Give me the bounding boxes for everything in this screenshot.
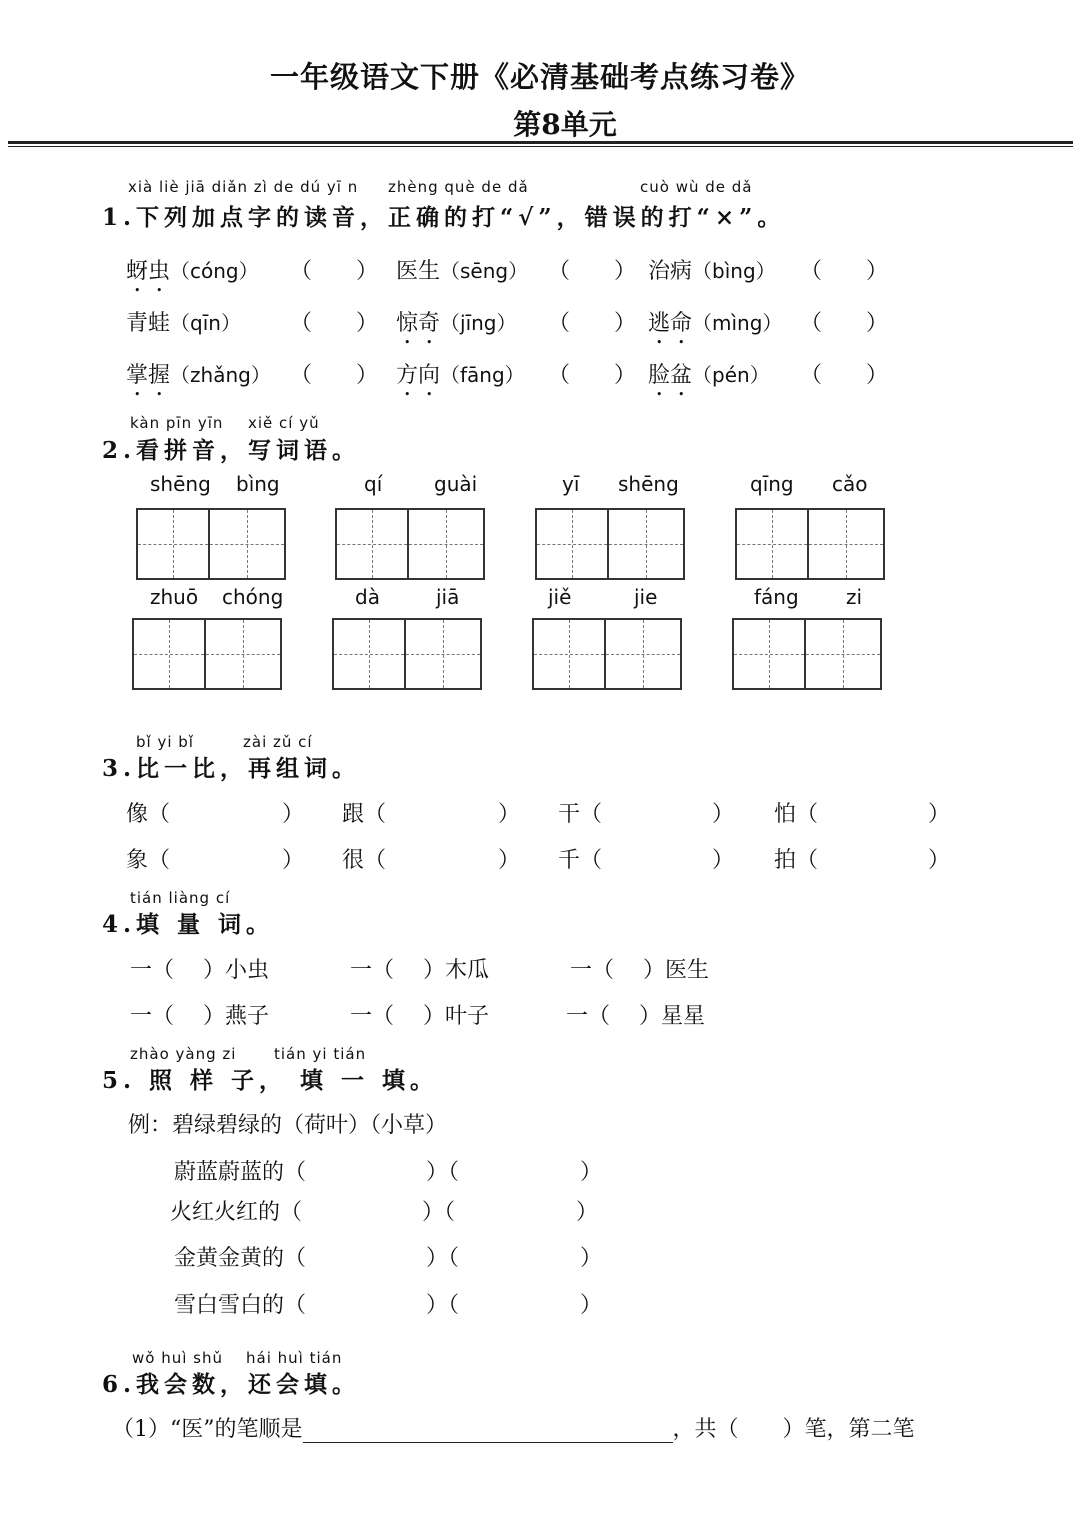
q3-pinyin-a: bǐ yi bǐ (136, 733, 194, 751)
q2-syllable: dà (355, 585, 380, 609)
q2-writing-box[interactable] (136, 508, 286, 580)
q1-answer-paren[interactable]: （ ） (800, 363, 889, 388)
q2-writing-box[interactable] (535, 508, 685, 580)
q1-word: 方向 (396, 363, 441, 388)
q1-item (648, 306, 782, 349)
q1-heading: 1.下列加点字的读音，正确的打“√”，错误的打“×”。 (102, 204, 786, 231)
q2-pinyin-b: xiě cí yǔ (248, 414, 320, 432)
q3-char: 跟（ (342, 802, 387, 827)
q2-writing-box[interactable] (532, 618, 682, 690)
q2-writing-box[interactable] (332, 618, 482, 690)
q1-pinyin: （cóng） (170, 259, 259, 283)
q5-paren-mid[interactable]: ）（ (426, 1160, 460, 1185)
q4-pinyin-a: tián liàng cí (130, 889, 231, 907)
q5-paren-mid[interactable]: ）（ (426, 1246, 460, 1271)
q1-pinyin: （bìng） (692, 259, 776, 283)
q1-answer-paren[interactable]: （ ） (548, 311, 637, 336)
q6-line-1-prefix: （1）“医”的笔顺是 (112, 1417, 303, 1442)
q5-item: 雪白雪白的（ (174, 1293, 307, 1318)
q5-paren-close[interactable]: ） (580, 1293, 603, 1318)
q3-paren-close[interactable]: ） (498, 848, 521, 873)
q1-word: 掌握 (126, 363, 171, 388)
q1-pinyin: （jīng） (440, 311, 517, 335)
q3-paren-close[interactable]: ） (282, 848, 305, 873)
q1-word: 医生 (396, 259, 441, 284)
q3-char: 怕（ (774, 802, 819, 827)
q5-paren-mid[interactable]: ）（ (426, 1293, 460, 1318)
q2-syllable: cǎo (832, 472, 868, 496)
q2-syllable: shēng (150, 472, 211, 496)
q1-item (126, 306, 241, 337)
q5-paren-close[interactable]: ） (576, 1200, 599, 1225)
q3-char: 象（ (126, 848, 171, 873)
q4-item[interactable]: 一（ ）医生 (570, 958, 709, 983)
q2-syllable: qīng (750, 472, 794, 496)
q1-item (396, 306, 517, 349)
q6-heading: 6.我会数，还会填。 (102, 1371, 361, 1398)
q3-paren-close[interactable]: ） (712, 848, 735, 873)
q5-paren-mid[interactable]: ）（ (422, 1200, 456, 1225)
q1-answer-paren[interactable]: （ ） (290, 259, 379, 284)
q1-word: 蚜虫 (126, 259, 171, 284)
q4-item[interactable]: 一（ ）叶子 (350, 1004, 489, 1029)
q2-writing-box[interactable] (335, 508, 485, 580)
q2-syllable: fáng (754, 585, 799, 609)
q2-syllable: jie (634, 585, 658, 609)
header-rule (8, 141, 1073, 144)
q1-word: 脸盆 (648, 363, 693, 388)
q1-item (126, 358, 271, 401)
q1-answer-paren[interactable]: （ ） (290, 311, 379, 336)
q1-answer-paren[interactable]: （ ） (548, 363, 637, 388)
q3-paren-close[interactable]: ） (498, 802, 521, 827)
q2-syllable: chóng (222, 585, 284, 609)
q1-pinyin: （mìng） (692, 311, 783, 335)
q1-item (396, 358, 525, 401)
q2-syllable: bìng (236, 472, 280, 496)
q6-line-1 (112, 1412, 915, 1443)
q5-pinyin-b: tián yi tián (274, 1045, 367, 1063)
q1-word: 青蛙 (126, 311, 171, 336)
q5-heading: 5. 照 样 子， 填 一 填。 (102, 1067, 439, 1094)
q1-item (396, 254, 528, 285)
q4-item[interactable]: 一（ ）星星 (566, 1004, 705, 1029)
q2-syllable: jiě (548, 585, 572, 609)
q6-pinyin-b: hái huì tián (246, 1349, 343, 1367)
q5-pinyin-a: zhào yàng zi (130, 1045, 237, 1063)
q2-syllable: qí (364, 472, 383, 496)
q4-item[interactable]: 一（ ）小虫 (130, 958, 269, 983)
q2-syllable: shēng (618, 472, 679, 496)
q1-pinyin: （fāng） (440, 363, 525, 387)
q2-syllable: jiā (436, 585, 460, 609)
q4-heading: 4.填 量 词。 (102, 911, 275, 938)
q5-example: 例：碧绿碧绿的（荷叶）（小草） (128, 1113, 448, 1138)
q5-item: 金黄金黄的（ (174, 1246, 307, 1271)
q1-pinyin-a: xià liè jiā diǎn zì de dú yī n (128, 178, 359, 196)
q3-char: 千（ (558, 848, 603, 873)
q3-char: 很（ (342, 848, 387, 873)
q3-paren-close[interactable]: ） (282, 802, 305, 827)
q1-item (126, 254, 259, 297)
q2-syllable: guài (434, 472, 478, 496)
q3-char: 干（ (558, 802, 603, 827)
q6-line-1-suffix: ，共（ ）笔，第二笔 (672, 1417, 915, 1442)
q3-pinyin-b: zài zǔ cí (243, 733, 313, 751)
q5-paren-close[interactable]: ） (580, 1246, 603, 1271)
q2-heading: 2.看拼音，写词语。 (102, 437, 361, 464)
q3-char: 像（ (126, 802, 171, 827)
q1-answer-paren[interactable]: （ ） (800, 259, 889, 284)
q3-heading: 3.比一比，再组词。 (102, 755, 361, 782)
header-rule-thin (8, 146, 1073, 147)
page-title: 一年级语文下册《必清基础考点练习卷》 (269, 60, 810, 94)
q1-pinyin: （qīn） (170, 311, 241, 335)
q3-paren-close[interactable]: ） (712, 802, 735, 827)
q1-pinyin-c: cuò wù de dǎ (640, 178, 753, 196)
q2-writing-box[interactable] (132, 618, 282, 690)
q1-pinyin: （sēng） (440, 259, 529, 283)
q2-syllable: yī (562, 472, 580, 496)
q3-paren-close[interactable]: ） (928, 802, 951, 827)
q4-item[interactable]: 一（ ）木瓜 (350, 958, 489, 983)
stroke-order-blank[interactable] (303, 1420, 673, 1443)
q1-item (648, 358, 770, 401)
q5-paren-close[interactable]: ） (580, 1160, 603, 1185)
q2-syllable: zhuō (150, 585, 199, 609)
q4-item[interactable]: 一（ ）燕子 (130, 1004, 269, 1029)
q1-word: 惊奇 (396, 311, 441, 336)
q1-pinyin: （zhǎng） (170, 363, 271, 387)
q2-pinyin-a: kàn pīn yīn (130, 414, 224, 432)
q3-paren-close[interactable]: ） (928, 848, 951, 873)
q5-item: 蔚蓝蔚蓝的（ (174, 1160, 307, 1185)
q2-syllable: zi (846, 585, 863, 609)
q1-item (648, 254, 776, 285)
q6-pinyin-a: wǒ huì shǔ (132, 1349, 223, 1367)
q2-writing-box[interactable] (732, 618, 882, 690)
q1-pinyin: （pén） (692, 363, 770, 387)
q1-word: 逃命 (648, 311, 693, 336)
q3-char: 拍（ (774, 848, 819, 873)
q1-answer-paren[interactable]: （ ） (800, 311, 889, 336)
q1-word: 治病 (648, 259, 693, 284)
q1-answer-paren[interactable]: （ ） (290, 363, 379, 388)
q5-item: 火红火红的（ (170, 1200, 303, 1225)
q2-writing-box[interactable] (735, 508, 885, 580)
q1-pinyin-b: zhèng què de dǎ (388, 178, 529, 196)
page-subtitle: 第8单元 (513, 108, 617, 141)
q1-answer-paren[interactable]: （ ） (548, 259, 637, 284)
